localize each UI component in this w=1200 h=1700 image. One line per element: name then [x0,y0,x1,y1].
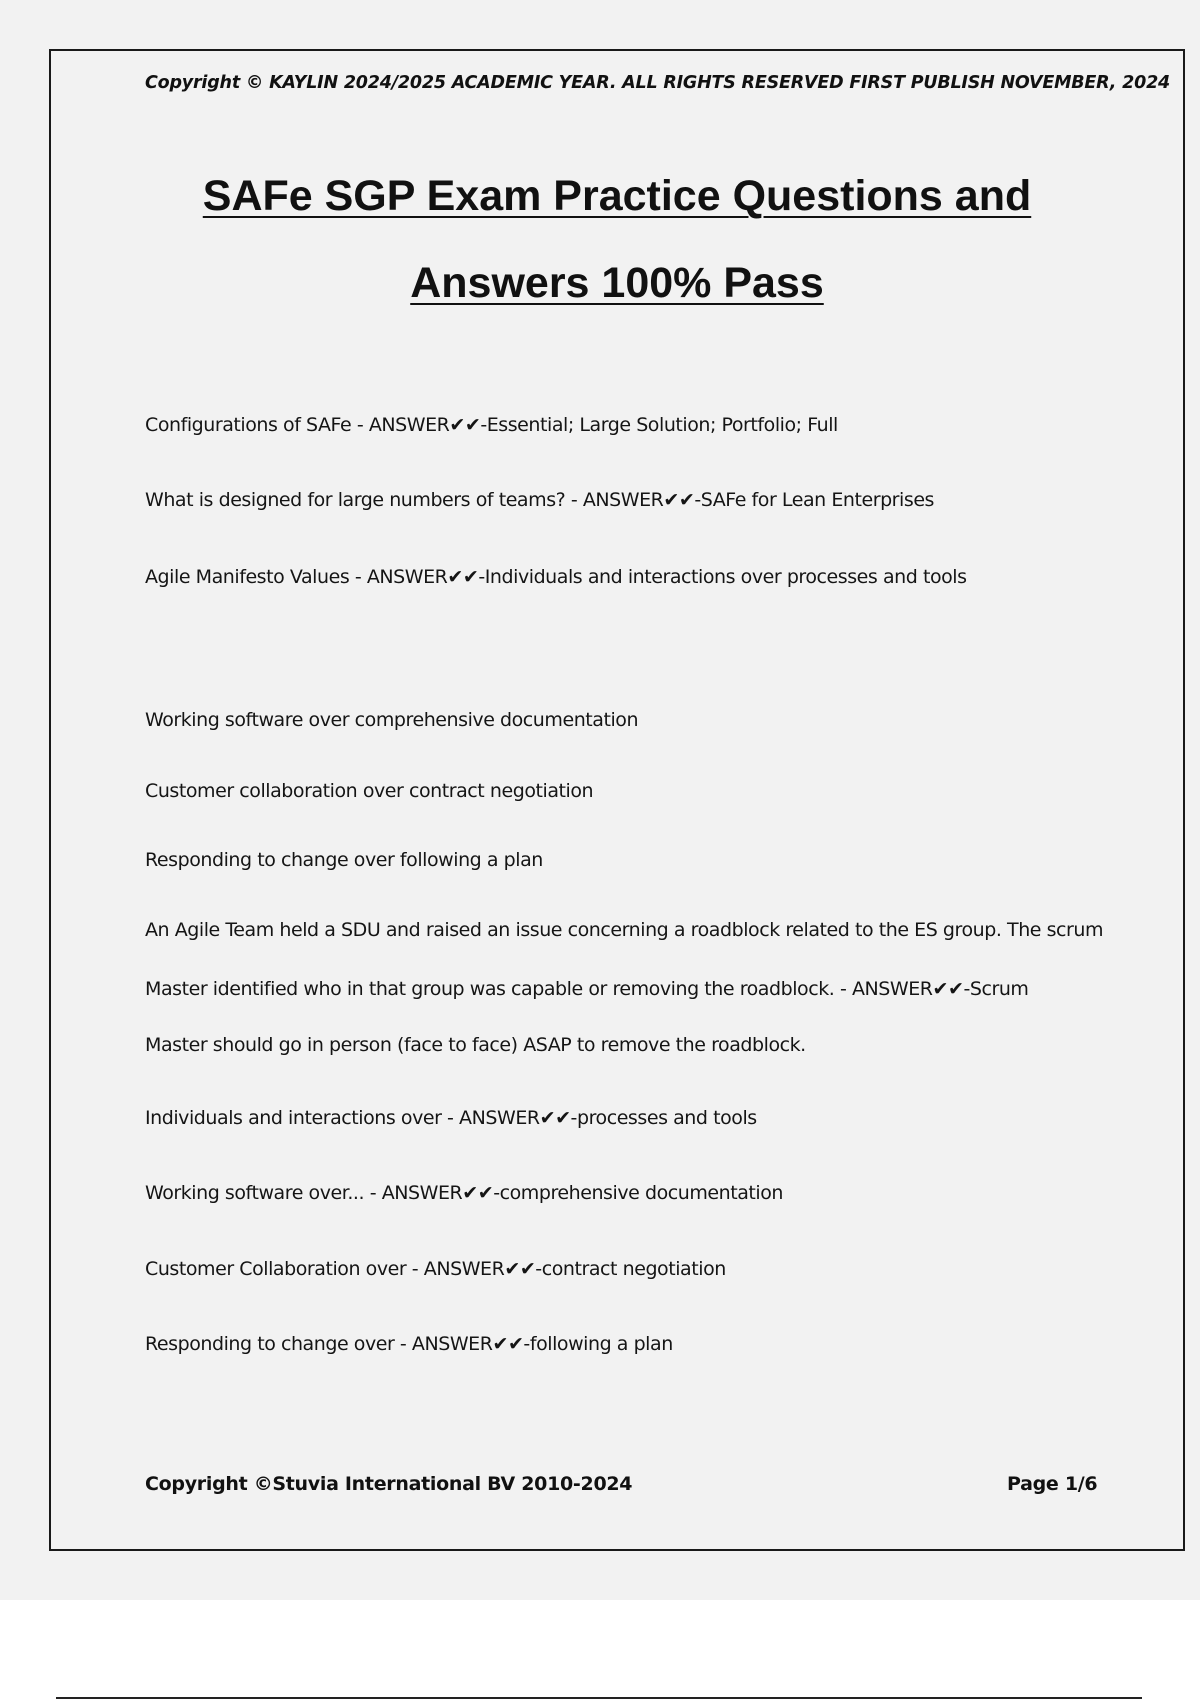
qa-line: Working software over comprehensive documentation [145,709,639,731]
qa-line: Agile Manifesto Values - ANSWER✔✔-Individuals and interactions over processes and tools [145,566,967,588]
document-title-line-1: SAFe SGP Exam Practice Questions and [202,172,1032,220]
footer-copyright: Copyright ©Stuvia International BV 2010-2024 [145,1473,633,1495]
qa-line: Master identified who in that group was capable or removing the roadblock. - ANSWER✔✔-Scrum [145,978,1029,1000]
page-number: Page 1/6 [1007,1473,1098,1495]
qa-line: What is designed for large numbers of teams? - ANSWER✔✔-SAFe for Lean Enterprises [145,489,935,511]
header-copyright: Copyright © KAYLIN 2024/2025 ACADEMIC YEAR. ALL RIGHTS RESERVED FIRST PUBLISH NOVEMBER, 2024 [145,73,1171,93]
qa-line: Individuals and interactions over - ANSWER✔✔-processes and tools [145,1107,757,1129]
qa-line: Master should go in person (face to face) ASAP to remove the roadblock. [145,1034,806,1056]
qa-line: Configurations of SAFe - ANSWER✔✔-Essential; Large Solution; Portfolio; Full [145,414,838,436]
qa-line: Customer collaboration over contract negotiation [145,780,594,802]
document-title-line-2: Answers 100% Pass [410,259,824,307]
next-page-rule [56,1697,1142,1699]
qa-line: Responding to change over following a plan [145,849,543,871]
qa-line: Customer Collaboration over - ANSWER✔✔-contract negotiation [145,1258,726,1280]
qa-line: Working software over... - ANSWER✔✔-comprehensive documentation [145,1182,784,1204]
qa-line: An Agile Team held a SDU and raised an issue concerning a roadblock related to the ES group. The scrum [145,919,1104,941]
qa-line: Responding to change over - ANSWER✔✔-following a plan [145,1333,673,1355]
